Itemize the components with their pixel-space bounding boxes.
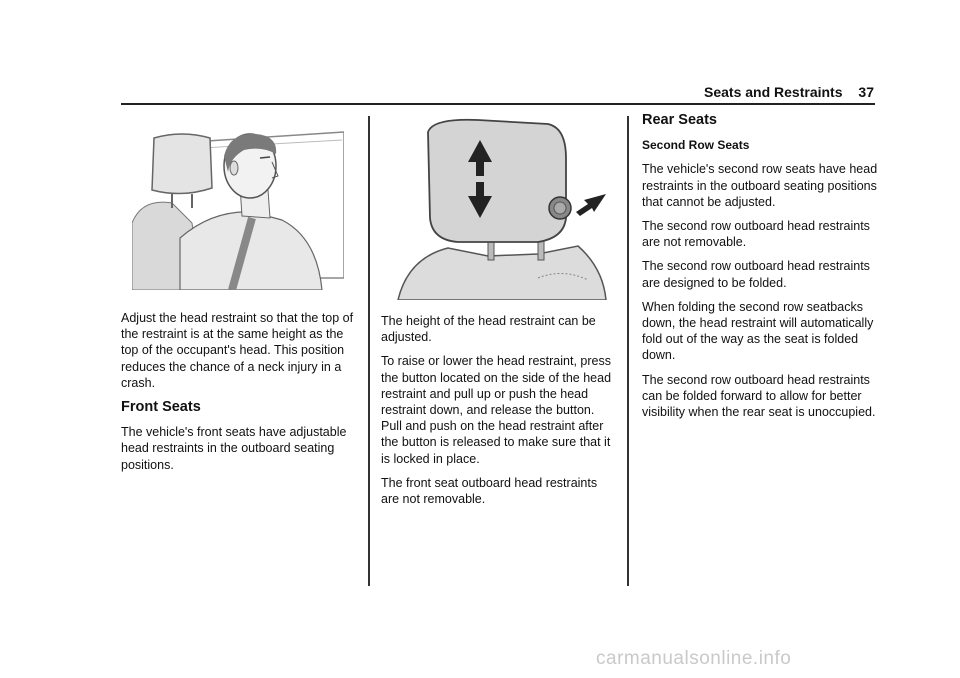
paragraph-front-seats: The vehicle's front seats have adjustable head restraints in the outboard seating positions. <box>121 425 347 472</box>
head-restraint-adjust-illustration <box>388 118 608 300</box>
watermark: carmanualsonline.info <box>596 648 792 669</box>
column-3 <box>642 104 878 428</box>
paragraph-second-row-3: The second row outboard head restraints are designed to be folded. <box>642 259 870 290</box>
column-1 <box>121 310 357 481</box>
paragraph-second-row-1: The vehicle's second row seats have head restraints in the outboard seating positions that cannot be adjusted. <box>642 162 878 209</box>
column-divider-2 <box>627 116 629 586</box>
occupant-head-restraint-illustration <box>132 128 344 290</box>
section-title: Seats and Restraints <box>704 84 843 100</box>
paragraph-second-row-2: The second row outboard head restraints are not removable. <box>642 219 870 250</box>
paragraph-second-row-5: The second row outboard head restraints can be folded forward to allow for better visibility when the rear seat is unoccupied. <box>642 372 876 420</box>
running-header <box>704 84 874 104</box>
paragraph-not-removable: The front seat outboard head restraints are not removable. <box>381 475 598 507</box>
column-divider-1 <box>368 116 370 586</box>
subheading-second-row: Second Row Seats <box>642 138 750 153</box>
paragraph-raise-lower: To raise or lower the head restraint, press the button located on the side of the head restraint and pull up or push the head restraint down, and release the button. Pull and push on the head restraint after the button is released to make sure that it is locked in place. <box>381 354 612 466</box>
paragraph-second-row-4: When folding the second row seatbacks down, the head restraint will automatically fold out of the way as the seat is folded down. <box>642 299 874 363</box>
heading-front-seats: Front Seats <box>121 399 201 416</box>
paragraph-head-restraint-adjust: Adjust the head restraint so that the top of the restraint is at the same height as the top of the occupant's head. This position reduces the chance of a neck injury in a crash. <box>121 311 354 390</box>
heading-rear-seats: Rear Seats <box>642 112 717 128</box>
page-number: 37 <box>858 84 874 100</box>
paragraph-height-adjust: The height of the head restraint can be adjusted. <box>381 314 596 345</box>
column-2 <box>381 313 617 515</box>
